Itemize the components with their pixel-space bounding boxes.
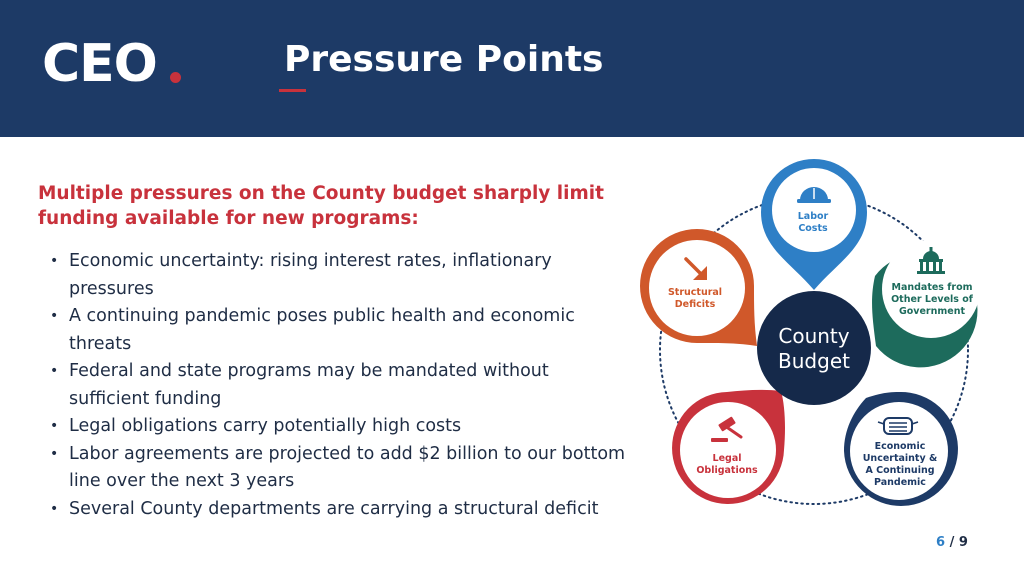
node-label-line: Obligations bbox=[696, 465, 758, 476]
ceo-logo: CEO bbox=[42, 34, 157, 94]
bullet-item: • Labor agreements are projected to add $2 billion to our bottom line over the next 3 years bbox=[50, 441, 630, 496]
page-indicator bbox=[936, 535, 968, 550]
bullet-item: • Federal and state programs may be mandated without sufficient funding bbox=[50, 358, 630, 413]
bullet-item: • A continuing pandemic poses public health and economic threats bbox=[50, 303, 630, 358]
node-inner-circle bbox=[680, 402, 776, 498]
node-label-line: A Continuing bbox=[865, 465, 935, 476]
node-label-line: Economic bbox=[874, 441, 926, 452]
node-mandates bbox=[872, 240, 980, 367]
bullet-item: • Economic uncertainty: rising interest rates, inflationary pressures bbox=[50, 248, 630, 303]
center-label-line: County bbox=[778, 324, 850, 348]
center-budget-circle bbox=[757, 291, 871, 405]
logo-dot bbox=[170, 72, 181, 83]
node-label-line: Government bbox=[898, 306, 966, 317]
bullet-item: • Several County departments are carrying a structural deficit bbox=[50, 496, 630, 524]
node-label-line: Labor bbox=[797, 211, 829, 222]
budget-pressure-diagram bbox=[632, 150, 992, 520]
node-label-line: Legal bbox=[712, 453, 742, 464]
center-circle-shape bbox=[757, 291, 871, 405]
node-label-line: Deficits bbox=[674, 299, 716, 310]
node-label-line: Other Levels of bbox=[891, 294, 973, 305]
header-banner bbox=[0, 0, 1024, 137]
node-structural-deficits bbox=[640, 229, 757, 346]
title-underline bbox=[279, 89, 306, 92]
node-labor-costs bbox=[761, 159, 867, 290]
node-label-line: Mandates from bbox=[891, 282, 973, 293]
lead-statement: Multiple pressures on the County budget sharply limit funding available for new programs: bbox=[38, 183, 604, 229]
bullet-list bbox=[50, 248, 630, 523]
total-pages-number: 9 bbox=[958, 535, 968, 550]
current-page-number: 6 bbox=[936, 535, 946, 550]
center-label-line: Budget bbox=[778, 349, 850, 373]
node-label-line: Costs bbox=[798, 223, 828, 234]
node-inner-circle bbox=[772, 168, 856, 252]
node-label-line: Structural bbox=[667, 287, 723, 298]
node-label-line: Pandemic bbox=[874, 477, 926, 488]
bullet-item: • Legal obligations carry potentially high costs bbox=[50, 413, 630, 441]
node-label-line: Uncertainty & bbox=[862, 453, 938, 464]
node-economic-uncertainty bbox=[844, 392, 958, 506]
page-title: Pressure Points bbox=[284, 39, 604, 80]
page-separator: / bbox=[949, 535, 955, 550]
node-legal-obligations bbox=[672, 390, 785, 504]
